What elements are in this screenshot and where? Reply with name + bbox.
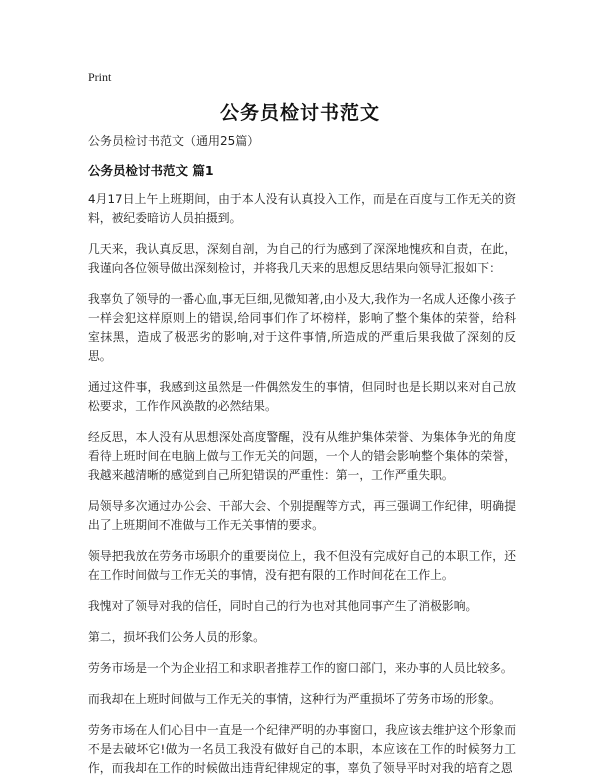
paragraph: 4月17日上午上班期间，由于本人没有认真投入工作，而是在百度与工作无关的资料，被纪委暗访人员拍摄到。: [88, 192, 516, 225]
paragraph: 而我却在上班时间做与工作无关的事情，这种行为严重损坏了劳务市场的形象。: [88, 692, 501, 706]
paragraph: 几天来，我认真反思，深刻自剖，为自己的行为感到了深深地愧疚和自责，在此，我谨向各位领导做出深刻检讨，并将我几天来的思想反思结果向领导汇报如下：: [88, 242, 516, 275]
section-heading: 公务员检讨书范文 篇1: [88, 163, 214, 178]
paragraph: 劳务市场在人们心目中一直是一个纪律严明的办事窗口，我应该去维护这个形象而不是去破坏它!做为一名员工我没有做好自己的本职，本应该在工作的时候努力工作，而我却在工作的时候做出违背纪律规定的事，辜负了领导平时对我的培育之恩: [88, 723, 516, 775]
paragraph: 通过这件事，我感到这虽然是一件偶然发生的事情，但同时也是长期以来对自己放松要求，工作作风涣散的必然结果。: [88, 380, 516, 413]
paragraph: 劳务市场是一个为企业招工和求职者推荐工作的窗口部门，来办事的人员比较多。: [88, 661, 513, 675]
document-subtitle: 公务员检讨书范文（通用25篇）: [88, 134, 260, 148]
print-label: Print: [88, 70, 112, 84]
paragraph: 经反思，本人没有从思想深处高度警醒，没有从维护集体荣誉、为集体争光的角度看待上班时间在电脑上做与工作无关的问题，一个人的错会影响整个集体的荣誉，我越来越清晰的感觉到自己所犯错误的严重性：第一，工作严重失职。: [88, 430, 516, 482]
paragraph: 第二，损坏我们公务人员的形象。: [88, 630, 265, 644]
document-title: 公务员检讨书范文: [219, 102, 380, 124]
paragraph: 我辜负了领导的一番心血,事无巨细,见微知著,由小及大,我作为一名成人还像小孩子一样会犯这样原则上的错误,给同事们作了坏榜样，影响了整个集体的荣誉，给科室抹黑，造成了极恶劣的影响,对于这件事情,所造成的严重后果我做了深刻的反思。: [88, 292, 516, 363]
paragraph: 我愧对了领导对我的信任，同时自己的行为也对其他同事产生了消极影响。: [88, 599, 478, 613]
paragraph: 局领导多次通过办公会、干部大会、个别提醒等方式，再三强调工作纪律，明确提出了上班期间不准做与工作无关事情的要求。: [88, 499, 516, 532]
document-body: [88, 132, 516, 776]
paragraph: 领导把我放在劳务市场职介的重要岗位上，我不但没有完成好自己的本职工作，还在工作时间做与工作无关的事情，没有把有限的工作时间花在工作上。: [88, 549, 516, 582]
